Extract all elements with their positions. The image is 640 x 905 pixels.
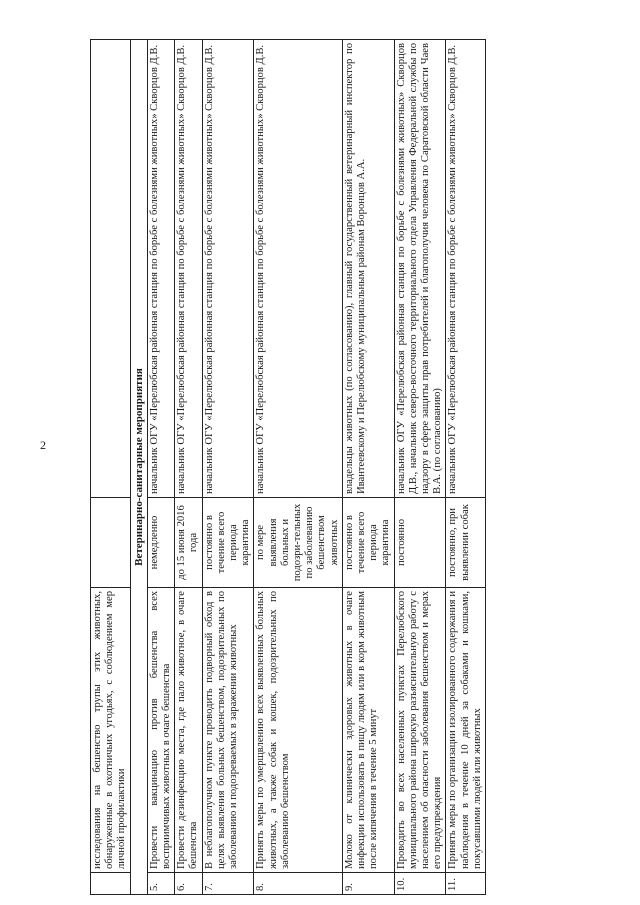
row-responsible: владельцы животных (по согласованию), главный государственный ветеринарный инспектор по Ивантеевскому и Перелюбскому муниципальным районам Воронцов А.А.	[342, 40, 394, 498]
row-term: по мере выявления больных и подозри-тельных по заболеванию бешенством животных	[254, 498, 342, 588]
row-responsible: начальник ОГУ «Перелюбская районная станция по борьбе с болезнями животных» Скворцов Д.В.	[147, 40, 174, 498]
table-row	[446, 40, 486, 895]
continuation-text: исследования на бешенство трупы этих животных, обнаруженные в охотничьих угодьях, с соблюдением мер личной профилактики	[91, 588, 131, 873]
table-row-continuation	[91, 40, 131, 895]
table-row	[175, 40, 202, 895]
table-row	[342, 40, 394, 895]
row-number: 9.	[342, 873, 394, 895]
row-term: до 15 июня 2016 года	[175, 498, 202, 588]
row-term: немедленно	[147, 498, 174, 588]
row-action: Проводить во всех населенных пунктах Перелюбского муниципального района широкую разъяснительную работу с населением об опасности заболевания бешенством и мерах его предупреждения	[394, 588, 446, 873]
table-cell	[91, 498, 131, 588]
row-action: Провести вакцинацию против бешенства всех восприимчивых животных в очаге бешенства	[147, 588, 174, 873]
row-term: постоянно	[394, 498, 446, 588]
row-action: Принять меры по организации изолированного содержания и наблюдения в течение 10 дней за собаками и кошками, покусавшими людей или животных	[446, 588, 486, 873]
measures-table	[90, 39, 486, 895]
row-responsible: начальник ОГУ «Перелюбская районная станция по борьбе с болезнями животных» Скворцов Д.В.	[202, 40, 254, 498]
row-number: 5.	[147, 873, 174, 895]
page-number: 2	[40, 438, 46, 452]
row-action: Провести дезинфекцию места, где пало животное, в очаге бешенства	[175, 588, 202, 873]
row-term: постоянно в течение всего периода карантина	[342, 498, 394, 588]
section-title: Ветеринарно-санитарные мероприятия	[130, 40, 147, 895]
row-action: Молоко от клинически здоровых животных в очаге инфекции использовать в пищу людям или в корм животным после кипячения в течение 5 минут	[342, 588, 394, 873]
row-responsible: начальник ОГУ «Перелюбская районная станция по борьбе с болезнями животных» Скворцов Д.В., начальник северо-восточного территориального отдела Управления Федеральной службы по надзору в сфере защиты прав потребителей и благополучия человека по Саратовской области Чаев В.А. (по согласованию)	[394, 40, 446, 498]
table-cell	[91, 873, 131, 895]
table-row	[254, 40, 342, 895]
row-action: В неблагополучном пункте проводить подворный обход в целях выявления больных бешенством, подозрительных по заболеванию и подозреваемых в заражении животных	[202, 588, 254, 873]
row-action: Принять меры по умерщвлению всех выявленных больных животных, а также собак и кошек, подозрительных по заболеванию бешенством	[254, 588, 342, 873]
section-row	[130, 40, 147, 895]
rotated-table-container	[90, 40, 550, 895]
table-row	[394, 40, 446, 895]
row-number: 10.	[394, 873, 446, 895]
row-responsible: начальник ОГУ «Перелюбская районная станция по борьбе с болезнями животных» Скворцов Д.В.	[254, 40, 342, 498]
row-term: постоянно, при выявлении собак	[446, 498, 486, 588]
row-responsible: начальник ОГУ «Перелюбская районная станция по борьбе с болезнями животных» Скворцов Д.В.	[175, 40, 202, 498]
row-number: 6.	[175, 873, 202, 895]
table-cell	[91, 40, 131, 498]
table-row	[147, 40, 174, 895]
row-number: 11.	[446, 873, 486, 895]
table-row	[202, 40, 254, 895]
row-responsible: начальник ОГУ «Перелюбская районная станция по борьбе с болезнями животных» Скворцов Д.В.	[446, 40, 486, 498]
row-number: 8.	[254, 873, 342, 895]
row-number: 7.	[202, 873, 254, 895]
row-term: постоянно в течение всего периода карантина	[202, 498, 254, 588]
